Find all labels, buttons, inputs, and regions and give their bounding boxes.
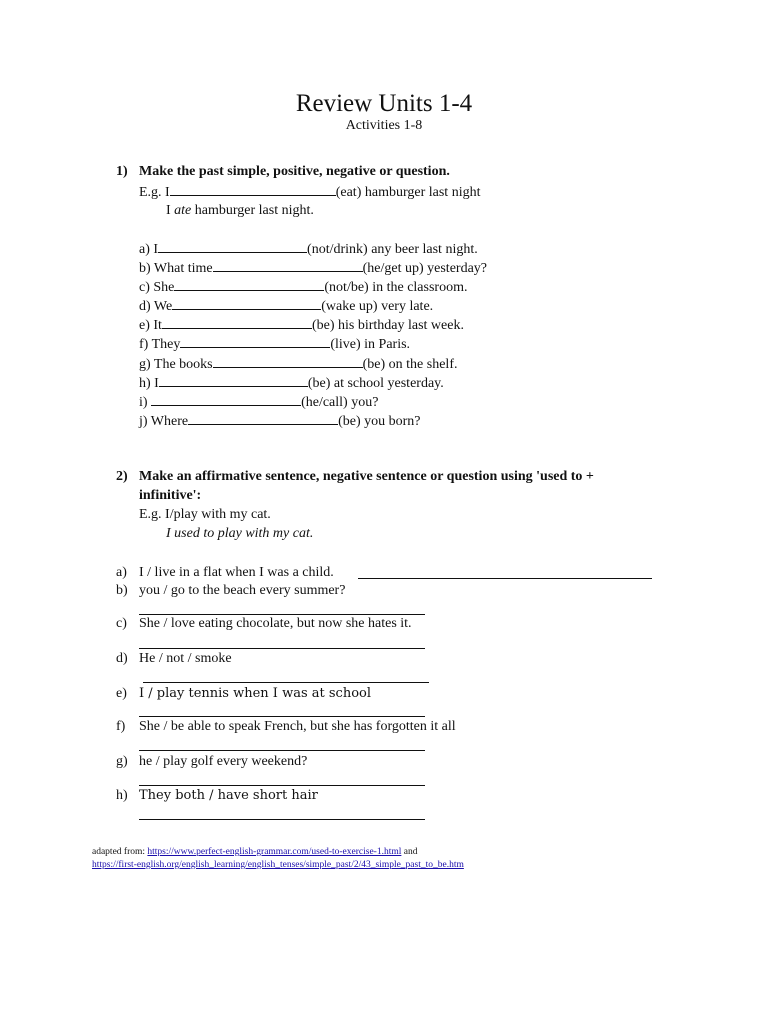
section1-item-e — [139, 314, 464, 335]
item-prompt: h) I — [139, 376, 159, 391]
page-title: Review Units 1-4 — [295, 90, 473, 117]
item-prompt: I / play tennis when I was at school — [139, 686, 372, 701]
item-prompt: you / go to the beach every summer? — [139, 583, 346, 598]
item-prompt: f) They — [139, 337, 181, 352]
item-label: f) — [116, 719, 126, 734]
example-answer-verb: ate — [174, 203, 192, 218]
section2-example-answer: I used to play with my cat. — [166, 526, 314, 541]
item-prompt: She / love eating chocolate, but now she hates it. — [139, 616, 412, 631]
item-prompt: he / play golf every weekend? — [139, 754, 308, 769]
item-hint: (be) his birthday last week. — [311, 318, 464, 333]
example-suffix: (eat) hamburger last night — [335, 185, 481, 200]
item-hint: (wake up) very late. — [321, 299, 434, 314]
footer-prefix: adapted from: — [92, 847, 148, 857]
answer-blank[interactable] — [213, 257, 363, 272]
item-prompt: They both / have short hair — [139, 788, 318, 803]
item-label: c) — [116, 616, 127, 631]
answer-blank[interactable] — [162, 314, 312, 329]
answer-blank[interactable] — [213, 353, 363, 368]
item-prompt: c) She — [139, 280, 175, 295]
item-hint: (live) in Paris. — [330, 337, 411, 352]
example-answer-post: hamburger last night. — [191, 203, 314, 218]
item-label: a) — [116, 565, 127, 580]
example-prefix: E.g. I — [139, 185, 170, 200]
section2-number: 2) — [116, 469, 128, 484]
section1-item-a — [139, 238, 478, 259]
section1-item-j — [139, 410, 421, 431]
item-label: g) — [116, 754, 128, 769]
footer-line1 — [92, 846, 417, 859]
section2-heading-line1: Make an affirmative sentence, negative sentence or question using 'used to + — [139, 469, 594, 484]
answer-line[interactable] — [139, 750, 425, 751]
answer-blank[interactable] — [159, 372, 308, 387]
item-hint: (not/be) in the classroom. — [324, 280, 468, 295]
example-answer-pre: I — [166, 203, 175, 218]
item-prompt: I / live in a flat when I was a child. — [139, 565, 334, 580]
section1-item-i — [139, 391, 378, 412]
item-prompt: j) Where — [139, 414, 189, 429]
source-link-2[interactable]: https://first-english.org/english_learning/english_tenses/simple_past/2/43_simple_past_to_be.htm — [92, 860, 464, 870]
section1-item-c — [139, 276, 467, 297]
example-blank — [170, 181, 336, 196]
item-label: d) — [116, 651, 128, 666]
footer-line2 — [92, 859, 464, 872]
item-prompt: He / not / smoke — [139, 651, 232, 666]
section2-example-prompt: E.g. I/play with my cat. — [139, 507, 271, 522]
item-hint: (he/call) you? — [301, 395, 379, 410]
answer-line[interactable] — [139, 819, 425, 820]
item-hint: (be) you born? — [338, 414, 421, 429]
item-prompt: i) — [139, 395, 152, 410]
item-hint: (be) at school yesterday. — [307, 376, 444, 391]
section1-item-d — [139, 295, 433, 316]
answer-blank[interactable] — [172, 295, 321, 310]
item-prompt: g) The books — [139, 357, 213, 372]
item-hint: (not/drink) any beer last night. — [307, 242, 478, 257]
item-prompt: b) What time — [139, 261, 213, 276]
answer-line[interactable] — [358, 578, 652, 579]
item-prompt: e) It — [139, 318, 162, 333]
answer-blank[interactable] — [180, 333, 330, 348]
section1-heading: Make the past simple, positive, negative or question. — [139, 164, 450, 179]
section1-item-h — [139, 372, 444, 393]
page-subtitle: Activities 1-8 — [345, 118, 423, 133]
footer-middle: and — [401, 847, 418, 857]
section1-example — [139, 181, 480, 202]
item-hint: (be) on the shelf. — [362, 357, 458, 372]
section1-item-f — [139, 333, 410, 354]
item-prompt: d) We — [139, 299, 173, 314]
answer-blank[interactable] — [158, 238, 307, 253]
item-label: e) — [116, 686, 127, 701]
item-label: h) — [116, 788, 128, 803]
section1-example-answer — [166, 201, 314, 220]
source-link-1[interactable]: https://www.perfect-english-grammar.com/used-to-exercise-1.html — [147, 847, 402, 857]
item-prompt: a) I — [139, 242, 159, 257]
item-label: b) — [116, 583, 128, 598]
answer-blank[interactable] — [174, 276, 324, 291]
item-hint: (he/get up) yesterday? — [362, 261, 487, 276]
answer-line[interactable] — [143, 682, 429, 683]
section1-item-b — [139, 257, 487, 278]
section1-item-g — [139, 353, 457, 374]
section1-number: 1) — [116, 164, 128, 179]
item-prompt: She / be able to speak French, but she has forgotten it all — [139, 719, 456, 734]
section2-heading-line2: infinitive': — [139, 488, 202, 503]
answer-blank[interactable] — [151, 391, 301, 406]
answer-blank[interactable] — [188, 410, 338, 425]
